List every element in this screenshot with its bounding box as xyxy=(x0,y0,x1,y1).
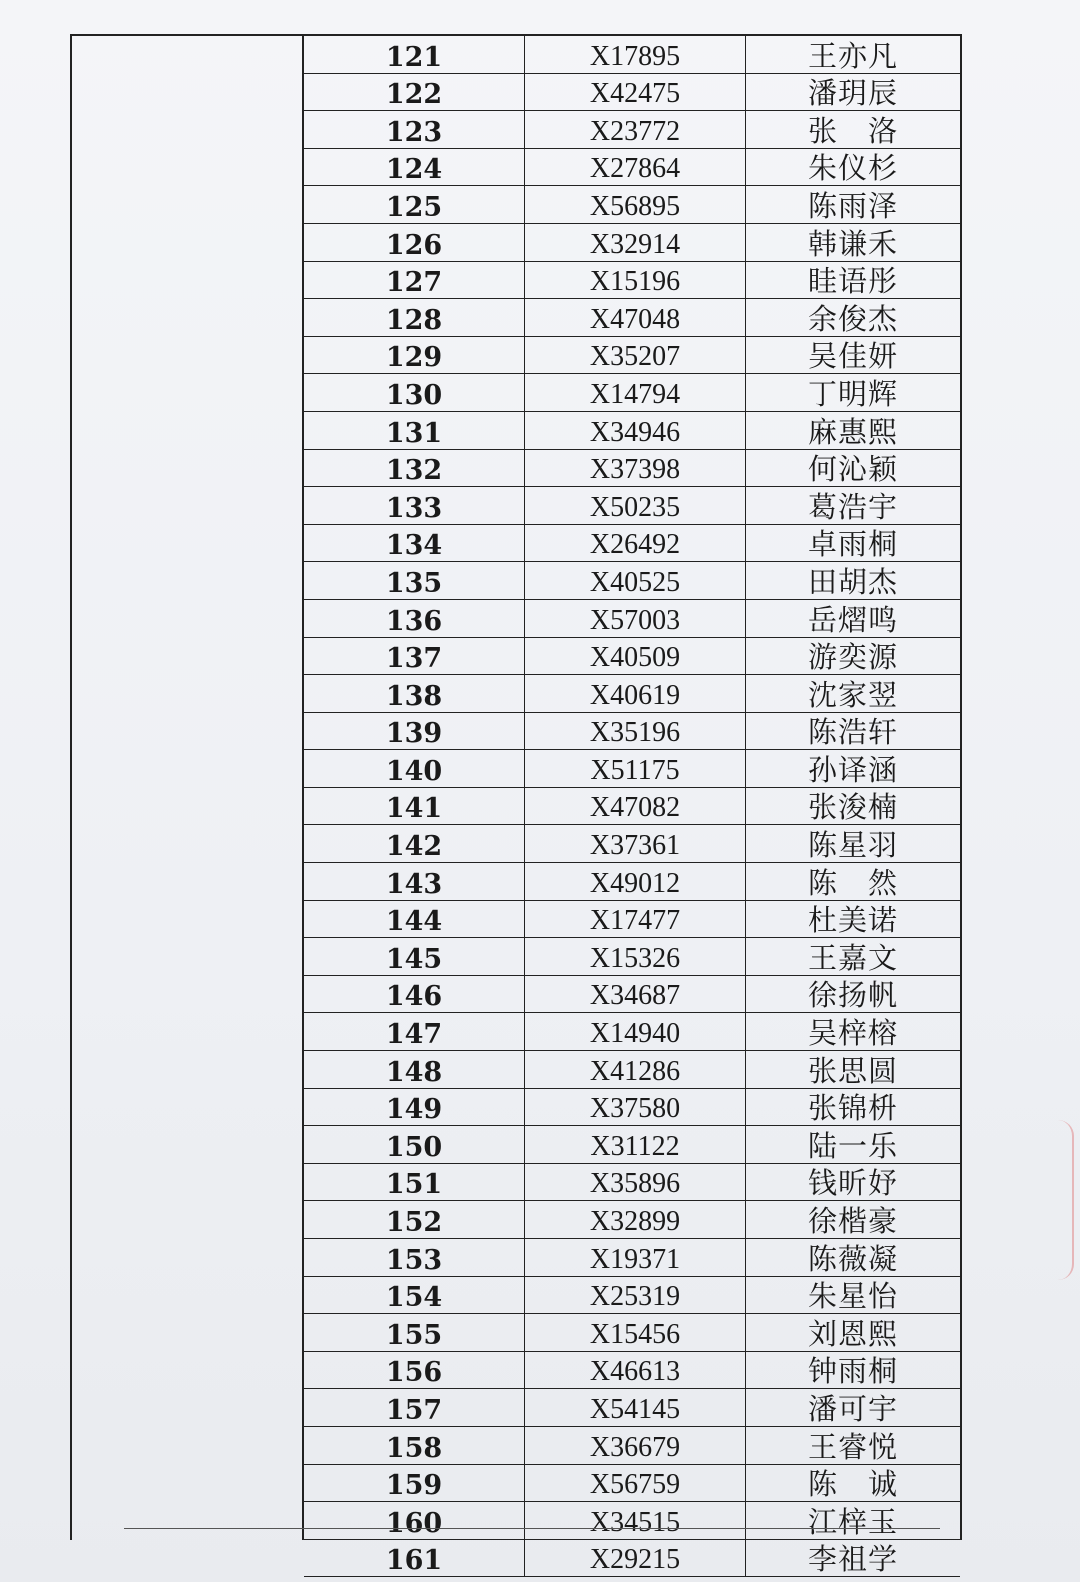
student-id: X54145 xyxy=(524,1389,746,1426)
row-number: 152 xyxy=(385,1207,443,1238)
row-number: 123 xyxy=(385,116,443,148)
table-row xyxy=(304,374,960,412)
student-name: 潘可宇 xyxy=(807,1391,898,1426)
student-name: 陈雨泽 xyxy=(807,188,898,223)
student-name: 朱仪杉 xyxy=(807,151,898,186)
student-id: X35196 xyxy=(524,713,746,750)
table-row xyxy=(304,1013,960,1051)
left-blank-column xyxy=(72,36,302,1540)
row-number: 150 xyxy=(385,1131,443,1163)
table-row xyxy=(304,1465,960,1503)
student-name: 江梓玉 xyxy=(807,1504,898,1539)
student-id: X35207 xyxy=(524,337,746,374)
table-row xyxy=(304,149,960,187)
row-number: 125 xyxy=(385,191,443,223)
student-id: X15456 xyxy=(524,1314,746,1351)
row-number: 160 xyxy=(385,1507,443,1539)
table-row xyxy=(304,450,960,488)
student-name: 张锦枡 xyxy=(807,1091,898,1126)
table-row xyxy=(304,186,960,224)
table-row xyxy=(304,638,960,676)
student-name: 游奕源 xyxy=(807,640,898,675)
table-row xyxy=(304,1201,960,1239)
student-name: 何沁颖 xyxy=(807,452,898,487)
student-name: 钱昕妤 xyxy=(807,1166,898,1201)
student-id: X19371 xyxy=(524,1239,746,1276)
student-id: X17477 xyxy=(524,901,746,938)
row-number: 145 xyxy=(385,943,443,975)
row-number: 129 xyxy=(385,342,443,374)
table-row xyxy=(304,1540,960,1578)
table-bottom-border xyxy=(124,1528,940,1529)
row-number: 146 xyxy=(385,981,443,1013)
table-row xyxy=(304,1314,960,1352)
student-id: X35896 xyxy=(524,1164,746,1201)
student-id: X27864 xyxy=(524,149,746,186)
row-number: 141 xyxy=(385,793,443,825)
row-number: 161 xyxy=(385,1545,443,1577)
student-name: 丁明辉 xyxy=(807,376,898,411)
row-number: 148 xyxy=(385,1056,443,1088)
student-name: 吴梓榕 xyxy=(807,1016,898,1051)
student-name: 沈家翌 xyxy=(807,677,898,712)
student-id: X47082 xyxy=(524,788,746,825)
roster-table xyxy=(302,36,962,1577)
student-name: 韩谦禾 xyxy=(807,226,898,261)
student-name: 麻惠熙 xyxy=(807,414,898,449)
student-id: X36679 xyxy=(524,1427,746,1464)
student-name: 葛浩宇 xyxy=(807,489,898,524)
student-name: 朱星怡 xyxy=(807,1279,898,1314)
student-id: X56895 xyxy=(524,186,746,223)
row-number: 142 xyxy=(385,831,443,863)
student-id: X34687 xyxy=(524,976,746,1013)
student-id: X57003 xyxy=(524,600,746,637)
table-row xyxy=(304,36,960,74)
student-id: X49012 xyxy=(524,863,746,900)
student-name: 王睿悦 xyxy=(807,1429,898,1464)
document-sheet xyxy=(70,34,962,1577)
student-name: 潘玥辰 xyxy=(807,76,898,111)
student-id: X37398 xyxy=(524,450,746,487)
student-id: X56759 xyxy=(524,1465,746,1502)
student-id: X32914 xyxy=(524,224,746,261)
row-number: 122 xyxy=(385,79,443,111)
table-row xyxy=(304,412,960,450)
table-row xyxy=(304,1239,960,1277)
table-row xyxy=(304,299,960,337)
row-number: 155 xyxy=(385,1319,443,1351)
student-id: X25319 xyxy=(524,1277,746,1314)
table-row xyxy=(304,976,960,1014)
student-id: X31122 xyxy=(524,1126,746,1163)
row-number: 126 xyxy=(385,229,443,261)
table-row xyxy=(304,713,960,751)
row-number: 124 xyxy=(385,154,443,186)
student-name: 眭语彤 xyxy=(807,264,898,299)
table-row xyxy=(304,863,960,901)
student-id: X40509 xyxy=(524,638,746,675)
table-row xyxy=(304,224,960,262)
student-id: X47048 xyxy=(524,299,746,336)
student-name: 张 洛 xyxy=(807,113,898,148)
row-number: 153 xyxy=(385,1244,443,1276)
row-number: 158 xyxy=(385,1432,443,1464)
student-id: X32899 xyxy=(524,1201,746,1238)
row-number: 143 xyxy=(385,868,443,900)
row-number: 156 xyxy=(385,1357,443,1389)
table-row xyxy=(304,487,960,525)
student-name: 王亦凡 xyxy=(807,38,898,73)
student-id: X40525 xyxy=(524,562,746,599)
student-name: 陆一乐 xyxy=(807,1128,898,1163)
table-row xyxy=(304,1352,960,1390)
row-number: 149 xyxy=(385,1094,443,1126)
student-name: 陈 然 xyxy=(807,865,898,900)
table-row xyxy=(304,675,960,713)
student-id: X29215 xyxy=(524,1540,746,1577)
table-row xyxy=(304,1427,960,1465)
row-number: 154 xyxy=(385,1282,443,1314)
student-id: X15326 xyxy=(524,938,746,975)
table-row xyxy=(304,562,960,600)
row-number: 147 xyxy=(385,1019,443,1051)
student-name: 余俊杰 xyxy=(807,301,898,336)
student-id: X26492 xyxy=(524,525,746,562)
row-number: 144 xyxy=(385,906,443,938)
table-row xyxy=(304,938,960,976)
table-row xyxy=(304,262,960,300)
table-row xyxy=(304,1051,960,1089)
student-id: X34515 xyxy=(524,1502,746,1539)
student-name: 钟雨桐 xyxy=(807,1354,898,1389)
student-name: 陈 诚 xyxy=(807,1467,898,1502)
row-number: 121 xyxy=(385,41,443,73)
row-number: 127 xyxy=(385,267,443,299)
row-number: 128 xyxy=(385,304,443,336)
row-number: 157 xyxy=(385,1394,443,1426)
table-row xyxy=(304,1126,960,1164)
student-id: X14940 xyxy=(524,1013,746,1050)
row-number: 134 xyxy=(385,530,443,562)
student-name: 陈星羽 xyxy=(807,828,898,863)
table-row xyxy=(304,1164,960,1202)
student-id: X14794 xyxy=(524,374,746,411)
table-row xyxy=(304,1089,960,1127)
table-row xyxy=(304,74,960,112)
row-number: 135 xyxy=(385,567,443,599)
student-id: X50235 xyxy=(524,487,746,524)
student-name: 徐楷豪 xyxy=(807,1204,898,1238)
row-number: 139 xyxy=(385,718,443,750)
student-id: X15196 xyxy=(524,262,746,299)
student-name: 刘恩熙 xyxy=(807,1316,898,1351)
table-row xyxy=(304,1389,960,1427)
table-row xyxy=(304,1502,960,1540)
table-row xyxy=(304,525,960,563)
row-number: 130 xyxy=(385,379,443,411)
student-name: 卓雨桐 xyxy=(807,527,898,562)
student-name: 陈薇凝 xyxy=(807,1241,898,1276)
student-name: 李祖学 xyxy=(807,1542,898,1577)
student-name: 徐扬帆 xyxy=(807,978,898,1013)
student-id: X51175 xyxy=(524,750,746,787)
table-row xyxy=(304,825,960,863)
student-name: 张思圆 xyxy=(807,1053,898,1088)
student-id: X37580 xyxy=(524,1089,746,1126)
table-row xyxy=(304,337,960,375)
table-row xyxy=(304,750,960,788)
student-id: X23772 xyxy=(524,111,746,148)
row-number: 159 xyxy=(385,1470,443,1502)
student-id: X40619 xyxy=(524,675,746,712)
student-name: 孙译涵 xyxy=(807,752,898,787)
row-number: 140 xyxy=(385,755,443,787)
student-name: 田胡杰 xyxy=(807,564,898,599)
student-id: X41286 xyxy=(524,1051,746,1088)
student-name: 陈浩轩 xyxy=(807,715,898,750)
student-name: 张浚楠 xyxy=(807,790,898,825)
table-row xyxy=(304,1277,960,1315)
row-number: 138 xyxy=(385,680,443,712)
student-name: 王嘉文 xyxy=(807,940,898,975)
row-number: 131 xyxy=(385,417,443,449)
student-id: X37361 xyxy=(524,825,746,862)
row-number: 151 xyxy=(385,1169,443,1201)
student-id: X17895 xyxy=(524,36,746,73)
row-number: 136 xyxy=(385,605,443,637)
table-row xyxy=(304,600,960,638)
table-row xyxy=(304,901,960,939)
student-id: X46613 xyxy=(524,1352,746,1389)
student-id: X42475 xyxy=(524,74,746,111)
student-name: 杜美诺 xyxy=(807,903,898,938)
student-id: X34946 xyxy=(524,412,746,449)
row-number: 137 xyxy=(385,643,443,675)
row-number: 133 xyxy=(385,492,443,524)
table-row xyxy=(304,111,960,149)
table-row xyxy=(304,788,960,826)
red-stamp-edge xyxy=(1058,1120,1074,1280)
row-number: 132 xyxy=(385,455,443,487)
student-name: 吴佳妍 xyxy=(807,339,898,374)
student-name: 岳熠鸣 xyxy=(807,602,898,637)
